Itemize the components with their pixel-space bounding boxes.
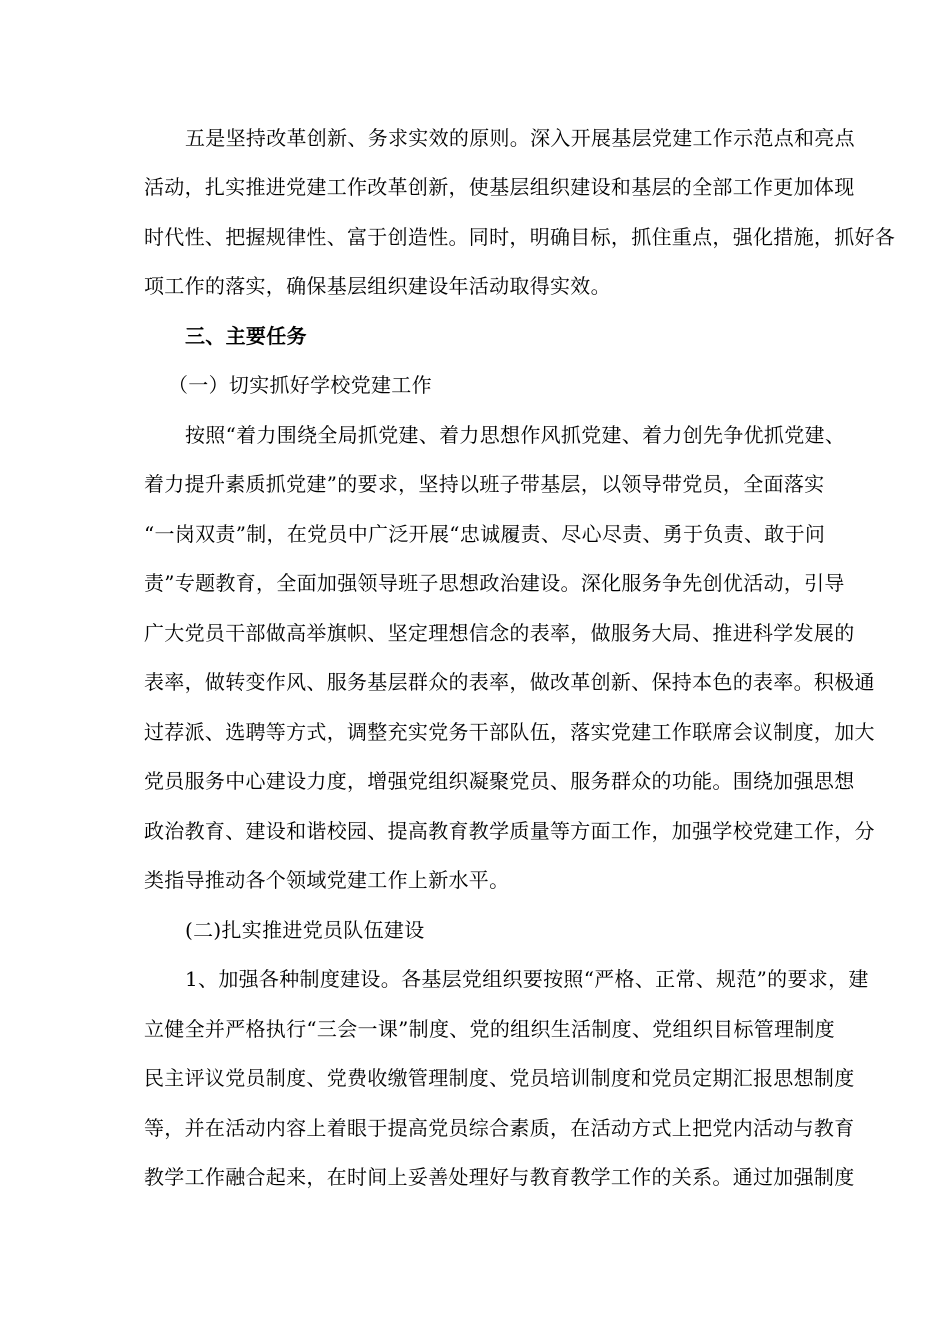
para2-line-3: “一岗双责”制，在党员中广泛开展“忠诚履责、尽心尽责、勇于负责、敢于问 [144, 522, 826, 546]
para2-line-8: 党员服务中心建设力度，增强党组织凝聚党员、服务群众的功能。围绕加强思想 [144, 769, 855, 793]
para3-line-3: 民主评议党员制度、党费收缴管理制度、党员培训制度和党员定期汇报思想制度 [144, 1066, 855, 1090]
para3-line-4: 等，并在活动内容上着眼于提高党员综合素质，在活动方式上把党内活动与教育 [144, 1116, 855, 1140]
para2-line-9: 政治教育、建设和谐校园、提高教育教学质量等方面工作，加强学校党建工作，分 [144, 819, 875, 843]
para1-line-1: 五是坚持改革创新、务求实效的原则。深入开展基层党建工作示范点和亮点 [185, 126, 855, 150]
para2-line-2: 着力提升素质抓党建”的要求，坚持以班子带基层，以领导带党员，全面落实 [144, 472, 825, 496]
para2-line-5: 广大党员干部做高举旗帜、坚定理想信念的表率，做服务大局、推进科学发展的 [144, 621, 855, 645]
section-heading: 三、主要任务 [185, 324, 307, 348]
para3-line-5: 教学工作融合起来，在时间上妥善处理好与教育教学工作的关系。通过加强制度 [144, 1165, 855, 1189]
subheading-1: （一）切实抓好学校党建工作 [168, 373, 432, 397]
para2-line-1: 按照“着力围绕全局抓党建、着力思想作风抓党建、着力创先争优抓党建、 [185, 423, 846, 447]
subheading-2: (二)扎实推进党员队伍建设 [185, 918, 425, 942]
para2-line-10: 类指导推动各个领域党建工作上新水平。 [144, 868, 510, 892]
para1-line-3: 时代性、把握规律性、富于创造性。同时，明确目标，抓住重点，强化措施，抓好各 [144, 225, 896, 249]
para1-line-4: 项工作的落实，确保基层组织建设年活动取得实效。 [144, 274, 611, 298]
para2-line-4: 责”专题教育，全面加强领导班子思想政治建设。深化服务争先创优活动，引导 [144, 571, 845, 595]
para3-line-1: 1、加强各种制度建设。各基层党组织要按照“严格、正常、规范”的要求，建 [185, 967, 869, 991]
para2-line-7: 过荐派、选聘等方式，调整充实党务干部队伍，落实党建工作联席会议制度，加大 [144, 720, 875, 744]
para1-line-2: 活动，扎实推进党建工作改革创新，使基层组织建设和基层的全部工作更加体现 [144, 175, 855, 199]
para2-line-6: 表率，做转变作风、服务基层群众的表率，做改革创新、保持本色的表率。积极通 [144, 670, 875, 694]
para3-line-2: 立健全并严格执行“三会一课”制度、党的组织生活制度、党组织目标管理制度 [144, 1017, 835, 1041]
